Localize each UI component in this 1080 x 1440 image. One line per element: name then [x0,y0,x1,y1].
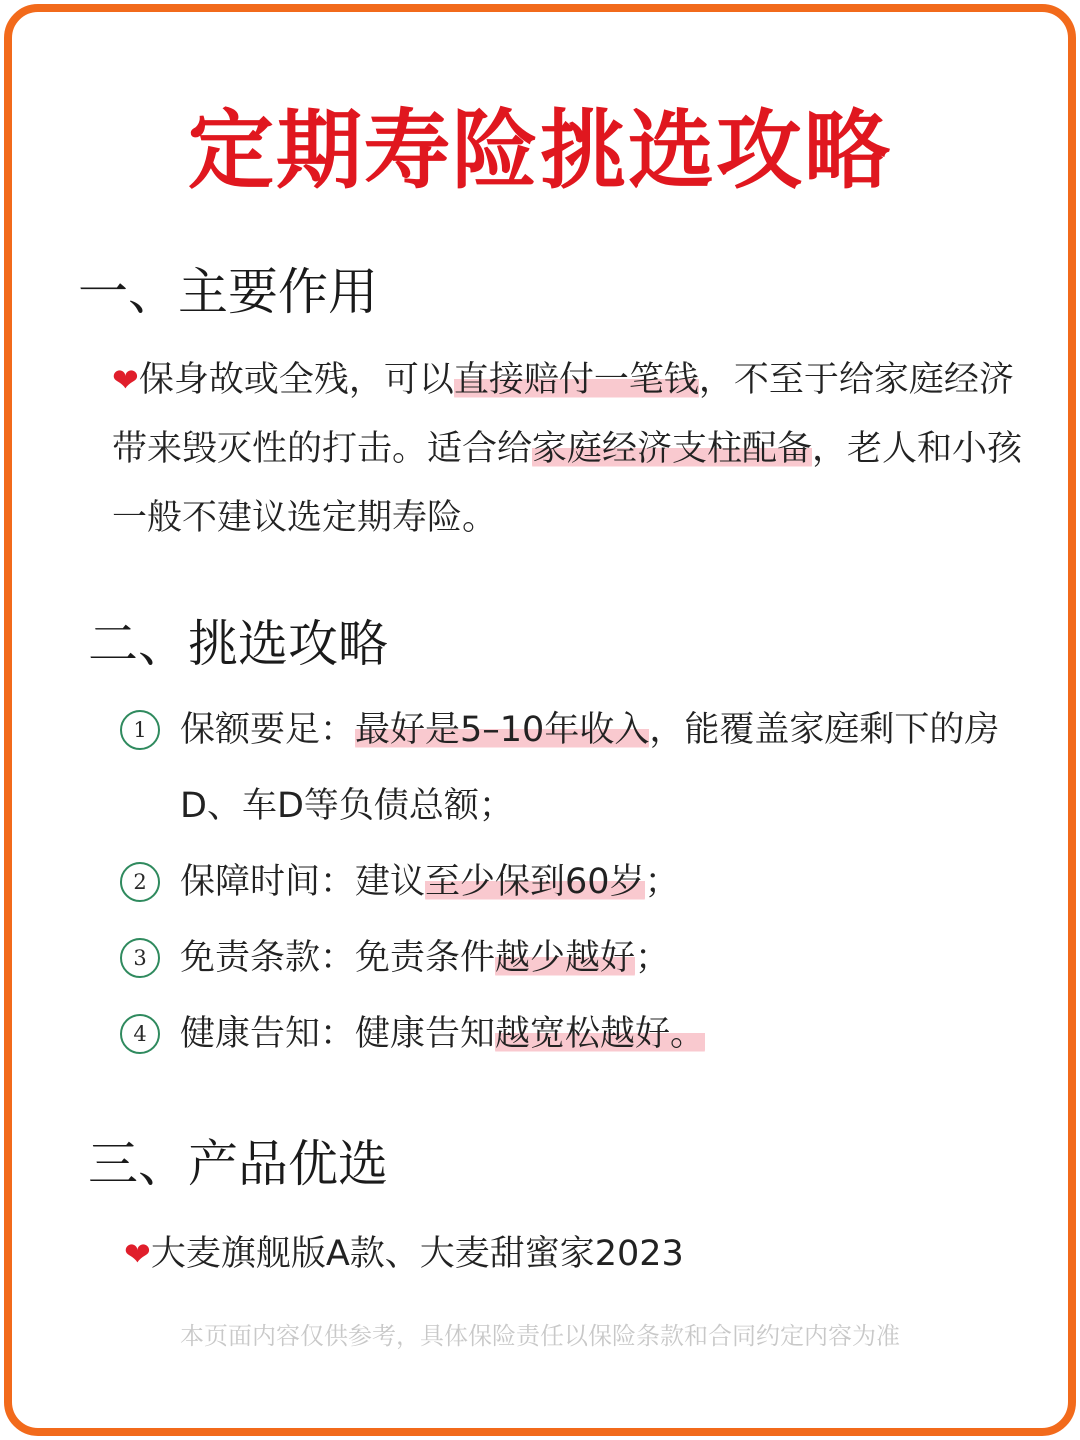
page-title: 定期寿险挑选攻略 [188,101,892,201]
item-pre-text: 免责条件 [355,938,496,978]
section-heading-selection-guide: 二、挑选攻略 [88,615,388,673]
item-highlight: 越少越好 [495,938,636,978]
paragraph-segment: 保身故或全残，可以 [138,360,454,400]
item-highlight: 越宽松越好。 [495,1014,706,1054]
list-item-text [180,920,1040,996]
number-badge: 3 [120,938,160,978]
item-post-text: ； [644,862,680,902]
number-badge: 2 [120,862,160,902]
item-label: 保额要足： [180,710,356,750]
list-item [120,844,1040,920]
item-post-text: ； [635,938,671,978]
paragraph-segment: ，不至于给家庭经济带来毁灭性的打击。适合给 [112,360,1014,469]
paragraph-segment: ，老人和小孩一般不建议选定期寿险。 [112,429,1023,538]
item-post-text: ，能覆盖家庭剩下的房D、车D等负债总额； [180,710,1000,826]
product-text: 大麦旗舰版A款、大麦甜蜜家2023 [150,1234,684,1274]
product-recommendation [124,1224,684,1284]
section-heading-main-function: 一、主要作用 [78,263,378,321]
list-item-text [180,844,1040,920]
list-item-text [180,996,1040,1072]
item-highlight: 最好是5–10年收入 [355,710,650,750]
heart-icon: ❤ [112,361,139,399]
item-pre-text: 建议 [355,862,426,902]
paragraph-highlight: 直接赔付一笔钱 [453,360,699,400]
heart-icon: ❤ [124,1235,151,1273]
item-label: 健康告知： [180,1014,356,1054]
main-function-paragraph [112,346,1032,553]
number-badge: 1 [120,710,160,750]
section-heading-product-picks: 三、产品优选 [88,1135,388,1193]
disclaimer-text: 本页面内容仅供参考，具体保险责任以保险条款和合同约定内容为准 [180,1322,900,1350]
item-label: 保障时间： [180,862,356,902]
number-badge: 4 [120,1014,160,1054]
list-item-text [180,692,1040,844]
item-pre-text: 健康告知 [355,1014,496,1054]
item-label: 免责条款： [180,938,356,978]
list-item [120,920,1040,996]
paragraph-highlight: 家庭经济支柱配备 [532,429,813,469]
list-item [120,692,1040,844]
item-highlight: 至少保到60岁 [425,862,645,902]
list-item [120,996,1040,1072]
